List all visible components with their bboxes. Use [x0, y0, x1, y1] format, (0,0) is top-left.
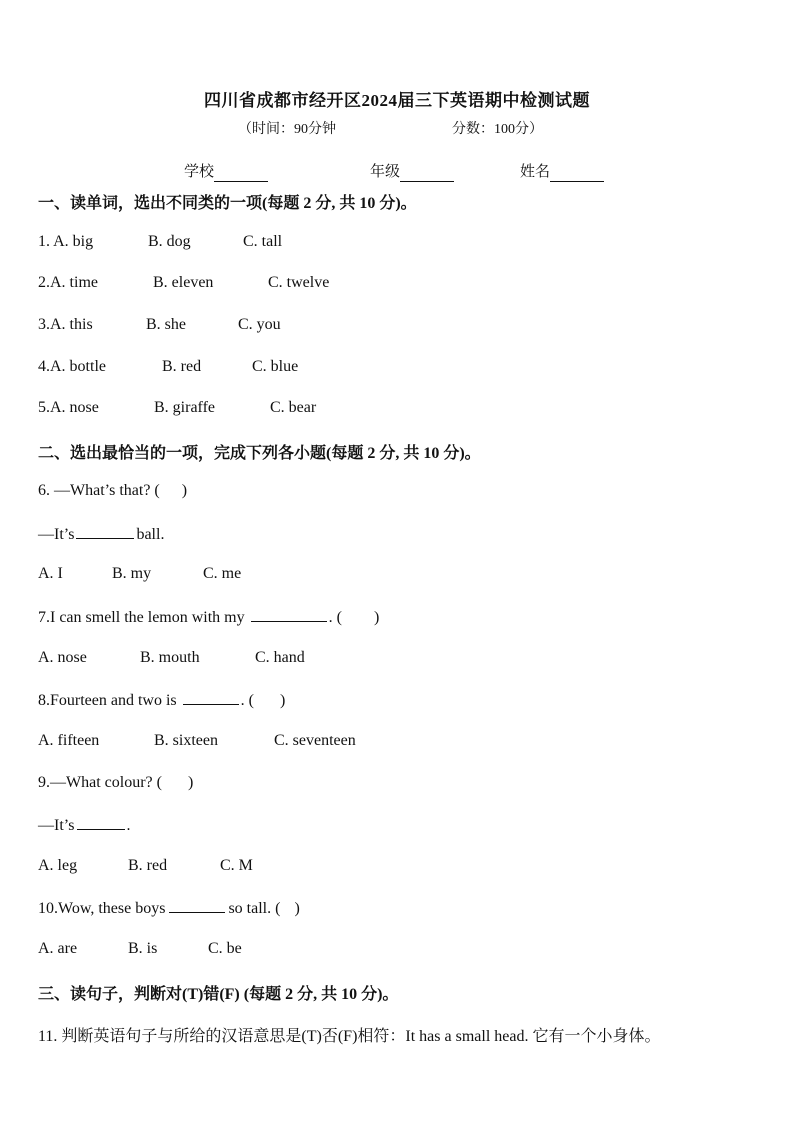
- option-a: A. this: [50, 316, 93, 333]
- grade-label: 年级: [370, 164, 401, 180]
- option-a: A. nose: [50, 399, 99, 416]
- answer-paren[interactable]: [162, 774, 188, 792]
- option-b: B. dog: [148, 233, 191, 250]
- option-b: B. is: [128, 940, 158, 957]
- option-c: C. be: [208, 940, 242, 957]
- school-label: 学校: [184, 164, 215, 180]
- question-11: 11. 判断英语句子与所给的汉语意思是(T)否(F)相符：It has a small head. 它有一个小身体。: [38, 1028, 661, 1045]
- question-4: [38, 358, 106, 376]
- question-number: 4.: [38, 358, 50, 375]
- question-5: [38, 399, 99, 417]
- option-c: C. tall: [243, 233, 283, 250]
- option-c: C. you: [238, 316, 281, 333]
- option-a: A. fifteen: [38, 732, 100, 749]
- option-a: A. bottle: [50, 358, 106, 375]
- question-7-stem: 7.I can smell the lemon with my . ( ): [38, 609, 380, 626]
- question-number: 5.: [38, 399, 50, 416]
- option-c: C. hand: [255, 649, 305, 666]
- grade-blank[interactable]: [400, 164, 454, 182]
- question-6-stem: 6. —What’s that? ( ): [38, 482, 188, 499]
- option-b: B. she: [146, 316, 186, 333]
- name-field: [520, 160, 604, 182]
- option-c: C. twelve: [268, 274, 330, 291]
- answer-paren[interactable]: [160, 482, 182, 500]
- answer-paren[interactable]: [254, 692, 280, 710]
- option-c: C. seventeen: [274, 732, 356, 749]
- fill-blank[interactable]: [77, 815, 125, 830]
- question-number: 1.: [38, 233, 54, 250]
- option-a: A. big: [53, 233, 94, 250]
- option-b: B. red: [128, 857, 168, 874]
- option-b: B. giraffe: [154, 399, 216, 416]
- option-c: C. me: [203, 565, 242, 582]
- option-b: B. red: [162, 358, 202, 375]
- question-number: 2.: [38, 274, 50, 291]
- option-b: B. my: [112, 565, 152, 582]
- section-1-heading: 一、读单词，选出不同类的一项(每题 2 分, 共 10 分)。: [38, 195, 417, 212]
- option-c: C. bear: [270, 399, 317, 416]
- question-9-reply: —It’s .: [38, 817, 131, 834]
- question-number: 3.: [38, 316, 50, 333]
- option-a: A. are: [38, 940, 78, 957]
- question-1: [38, 233, 93, 251]
- option-a: A. time: [50, 274, 98, 291]
- question-2: [38, 274, 98, 292]
- option-b: B. sixteen: [154, 732, 218, 749]
- question-8-stem: 8.Fourteen and two is . ( ): [38, 692, 286, 709]
- fill-blank[interactable]: [76, 524, 134, 539]
- question-10-stem: 10.Wow, these boys so tall. ( ): [38, 900, 300, 917]
- option-b: B. mouth: [140, 649, 200, 666]
- section-2-heading: 二、选出最恰当的一项，完成下列各小题(每题 2 分, 共 10 分)。: [38, 445, 481, 462]
- fill-blank[interactable]: [183, 690, 239, 705]
- question-9-stem: 9.—What colour? ( ): [38, 774, 194, 791]
- option-c: C. blue: [252, 358, 299, 375]
- name-blank[interactable]: [550, 164, 604, 182]
- option-b: B. eleven: [153, 274, 214, 291]
- answer-paren[interactable]: [342, 609, 374, 627]
- section-3-heading: 三、读句子，判断对(T)错(F) (每题 2 分, 共 10 分)。: [38, 986, 399, 1003]
- grade-field: [370, 160, 454, 182]
- exam-title: 四川省成都市经开区2024届三下英语期中检测试题: [204, 91, 590, 110]
- option-c: C. M: [220, 857, 253, 874]
- option-a: A. leg: [38, 857, 78, 874]
- option-a: A. I: [38, 565, 63, 582]
- exam-time: （时间：90分钟: [238, 122, 336, 137]
- fill-blank[interactable]: [169, 898, 225, 913]
- fill-blank[interactable]: [251, 607, 327, 622]
- answer-paren[interactable]: [280, 900, 294, 918]
- option-a: A. nose: [38, 649, 87, 666]
- school-field: [184, 160, 268, 182]
- exam-score: 分数：100分）: [452, 122, 543, 137]
- question-6-reply: —It’s ball.: [38, 526, 165, 543]
- name-label: 姓名: [520, 164, 551, 180]
- question-3: [38, 316, 93, 334]
- school-blank[interactable]: [214, 164, 268, 182]
